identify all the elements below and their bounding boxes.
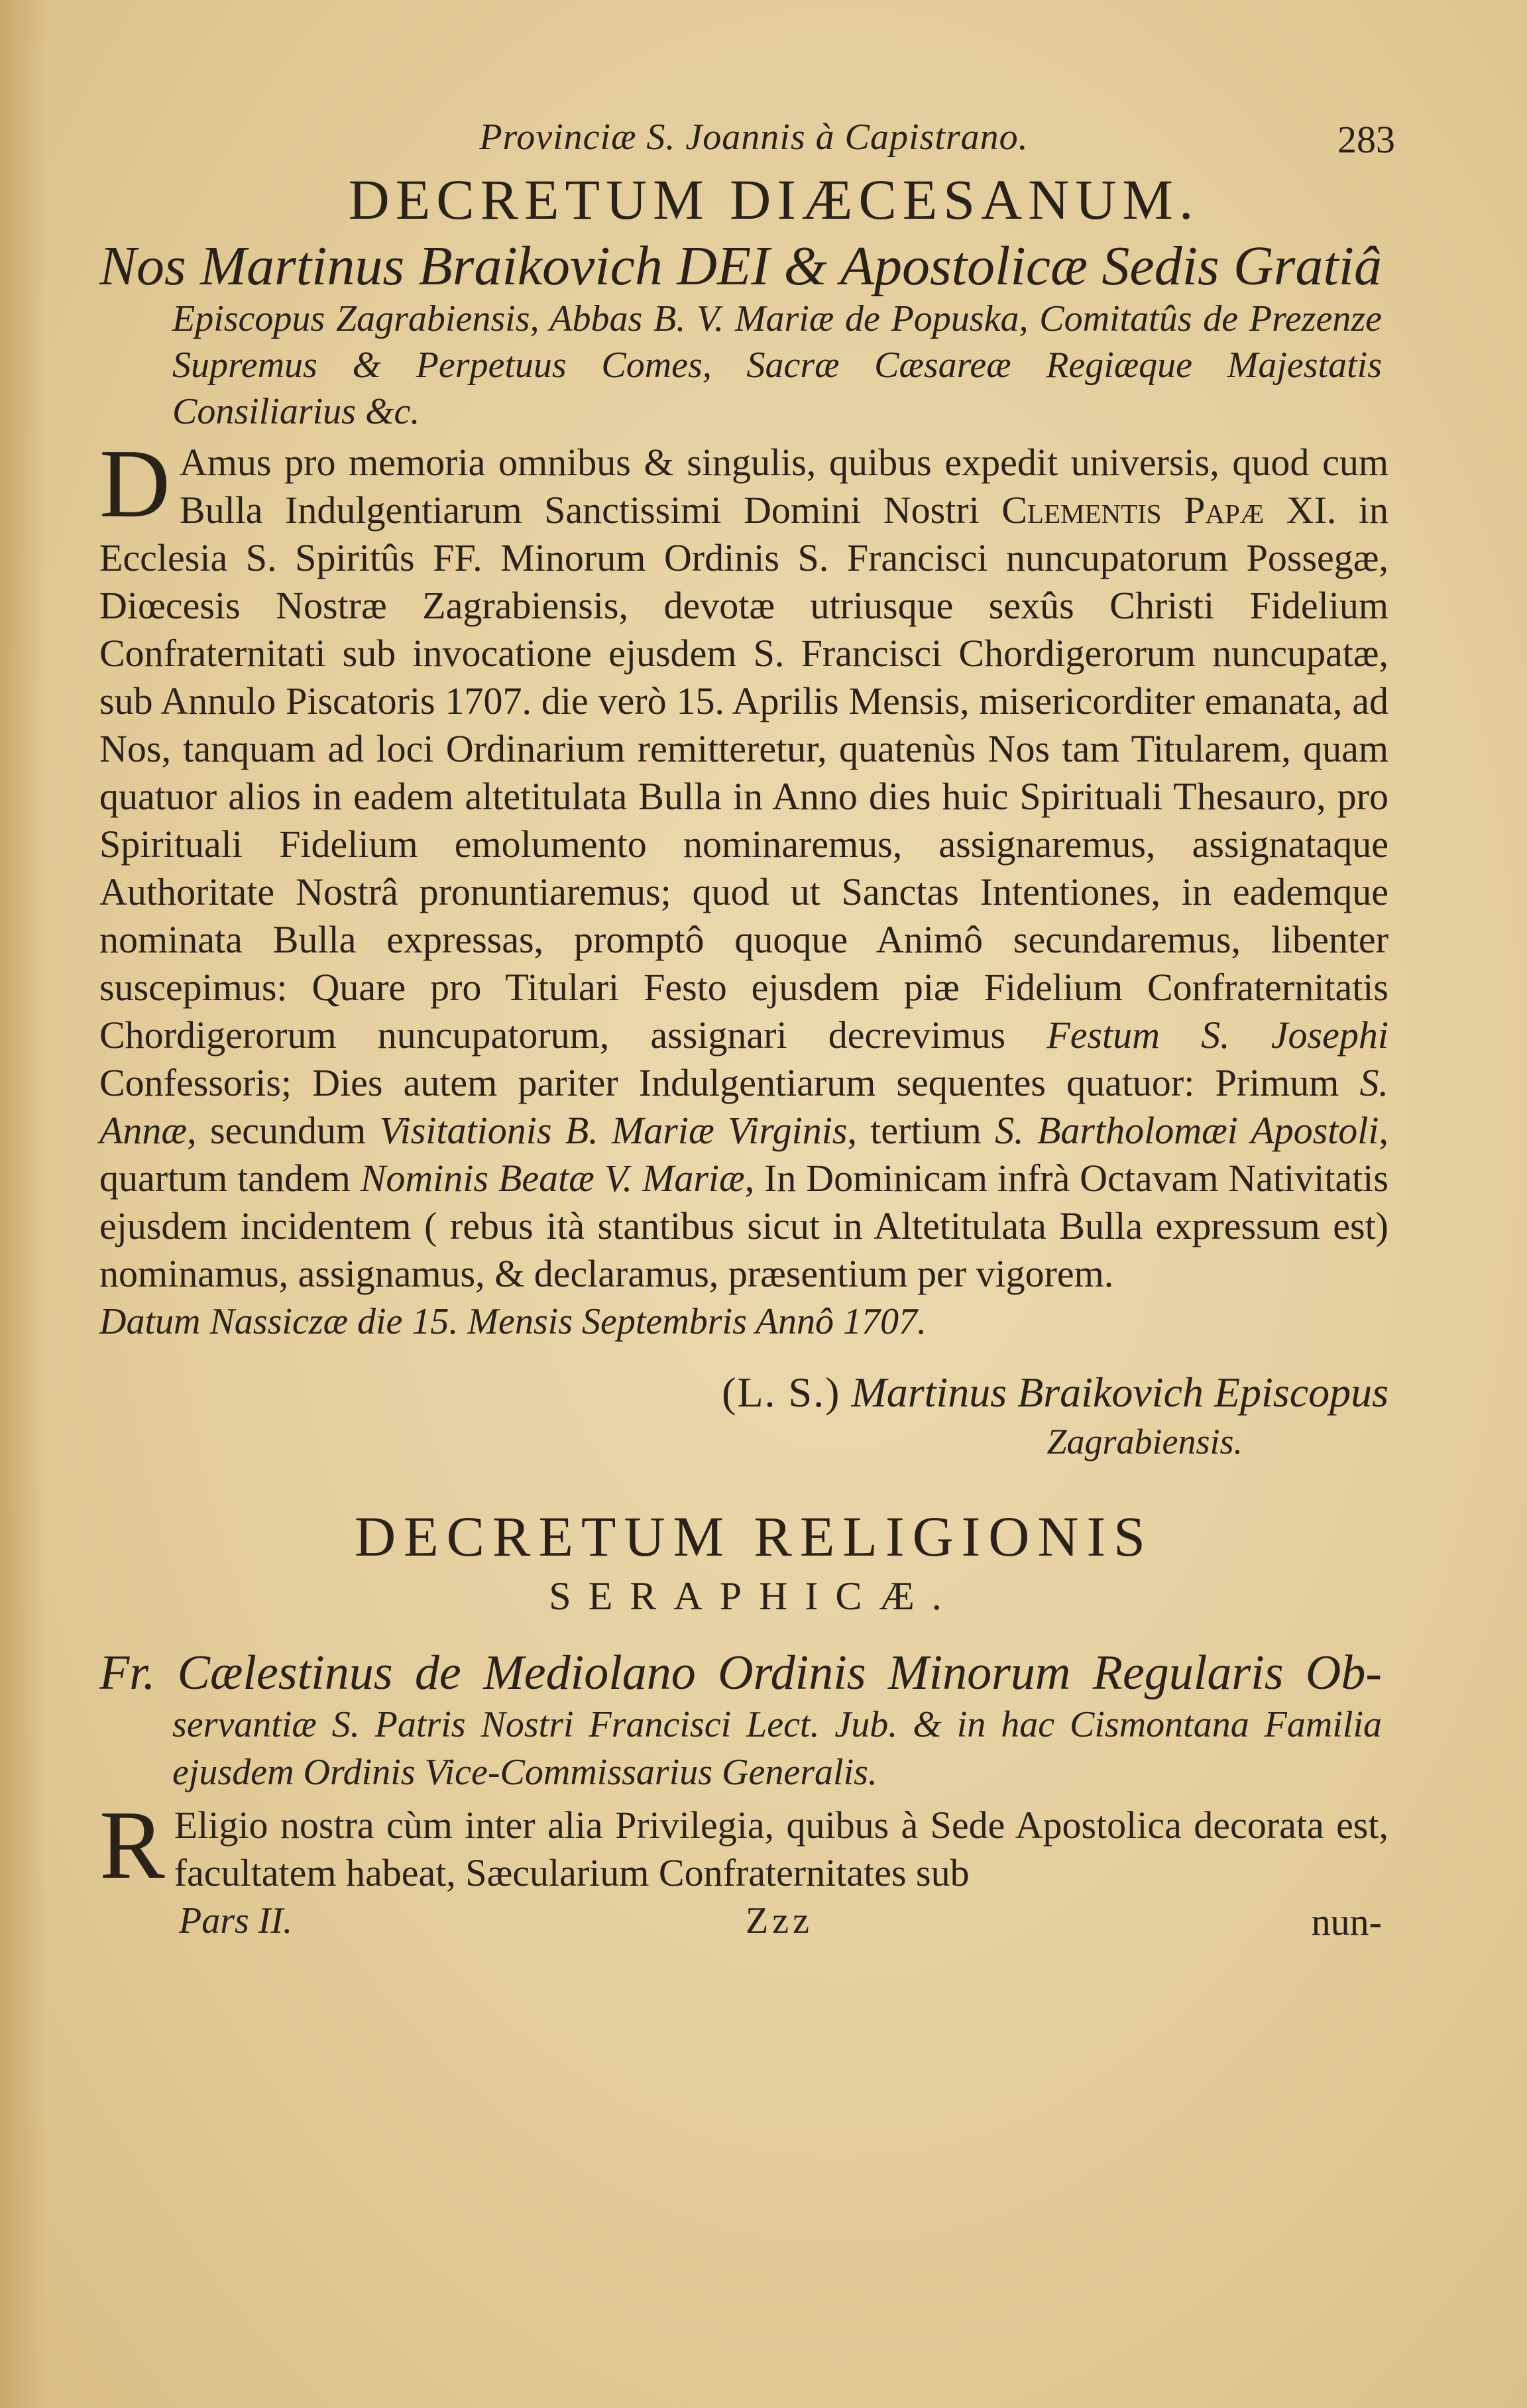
signature-mark: Zzz [746, 1900, 813, 1941]
decree2-body [99, 1791, 1388, 1900]
decree2-intitulatio-rest: servantiæ S. Patris Nostri Francisci Lect. Jub. & in hac Cismontana Familia ejusdem Ordinis Vice-Commissarius Generalis. [172, 1704, 1382, 1793]
decree1-lead: Nos Martinus Braikovich DEI & Apostolicæ Sedis Gratiâ [99, 235, 1382, 297]
decree1-text-g: , In Dominicam infrà Octavam Nativitatis ejusdem incidentem ( rebus ità stantibus sicut in Altetitulata Bulla expressum est) nominamus, assignamus, & declaramus, præsentium per vigorem. [99, 1157, 1388, 1295]
page-header [99, 116, 1408, 162]
decree1-annae: S. Annæ [99, 1061, 1388, 1152]
decree1-text-b: XI. in Ecclesia S. Spiritûs FF. Minorum Ordinis S. Francisci nuncupatorum Possegæ, Diœcesis Nostræ Zagrabiensis, devotæ utriusque sexûs Christi Fidelium Confraternitati sub invocatione ejusdem S. Francisci Chordigerorum nuncupatæ, sub Annulo Piscatoris 1707. die verò 15. Aprilis Mensis, misericorditer emanata, ad Nos, tanquam ad loci Ordinarium remitteretur, quatenùs Nos tam Titularem, quam quatuor alios in eadem altetitulata Bulla in Anno dies huic Spirituali Thesauro, pro Spirituali Fidelium emolumento nominaremus, assignaremus, assignataque Authoritate Nostrâ pronuntiaremus; quod ut Sanctas Intentiones, in eademque nominata Bulla expressas, promptô quoque Animô secundaremus, libenter suscepimus: Quare pro Titulari Festo ejusdem piæ Fidelium Confraternitatis Chordigerorum nuncupatorum, assignari decrevimus [99, 488, 1388, 1057]
decree2-intitulatio [99, 1646, 1382, 1796]
decree1-title: DECRETUM DIÆCESANUM. [348, 168, 1200, 231]
decree1-text-f: , quartum tandem [99, 1109, 1389, 1200]
decree1-visitationis: Visitationis B. Mariæ Virginis [379, 1109, 848, 1152]
decree1-text-d: , secundum [187, 1109, 380, 1152]
page-number: 283 [1337, 118, 1395, 161]
decree1-intitulatio-rest: Episcopus Zagrabiensis, Abbas B. V. Mariæ de Popuska, Comitatûs de Prezenze Supremus & Perpetuus Comes, Sacræ Cæsareæ Regiæque Majestatis Consiliarius &c. [172, 298, 1382, 432]
decree1-see: Zagrabiensis. [1046, 1422, 1243, 1462]
signature-left: Pars II. [179, 1900, 293, 1941]
decree1-pope: Clementis Papæ [1001, 488, 1265, 532]
decree1-text-e: , tertium [847, 1109, 995, 1152]
decree1-nominis: Nominis Beatæ V. Mariæ [360, 1157, 745, 1200]
decree1-text-c: Confessoris; Dies autem pariter Indulgentiarum sequentes quatuor: Primum [99, 1061, 1360, 1104]
seal-mark: (L. S.) [722, 1369, 841, 1416]
decree1-dropcap: D [99, 430, 170, 538]
decree1-body [99, 430, 1389, 1298]
decree1-datum: Datum Nassiczæ die 15. Mensis Septembris Annô 1707. [99, 1301, 927, 1342]
decree1-seal-line [99, 1365, 1388, 1420]
decree1-signer: Martinus Braikovich Episcopus [851, 1369, 1388, 1416]
decree1-festum: Festum S. Josephi [1046, 1013, 1388, 1057]
decree2-dropcap: R [99, 1791, 165, 1900]
decree1-bartholomaei: S. Bartholomæi Apostoli [995, 1109, 1379, 1152]
running-head: Provinciæ S. Joannis à Capistrano. [479, 117, 1029, 158]
decree2-subtitle: SERAPHICÆ. [549, 1574, 959, 1618]
catchword: nun- [1311, 1900, 1382, 1943]
decree2-title: DECRETUM RELIGIONIS [355, 1505, 1153, 1568]
decree1-signature-block [99, 1365, 1388, 1463]
page-footer [99, 1900, 1408, 1953]
decree1-text-a: Amus pro memoria omnibus & singulis, quibus expedit universis, quod cum Bulla Indulgentiarum Sanctissimi Domini Nostri [179, 441, 1388, 532]
decree2-lead: Fr. Cælestinus de Mediolano Ordinis Minorum Regularis Ob- [99, 1646, 1382, 1700]
text-column [99, 116, 1408, 1953]
decree1-intitulatio [99, 235, 1382, 435]
decree2-text: Eligio nostra cùm inter alia Privilegia, quibus à Sede Apostolica decorata est, facultatem habeat, Sæcularium Confraternitates sub [174, 1804, 1388, 1894]
